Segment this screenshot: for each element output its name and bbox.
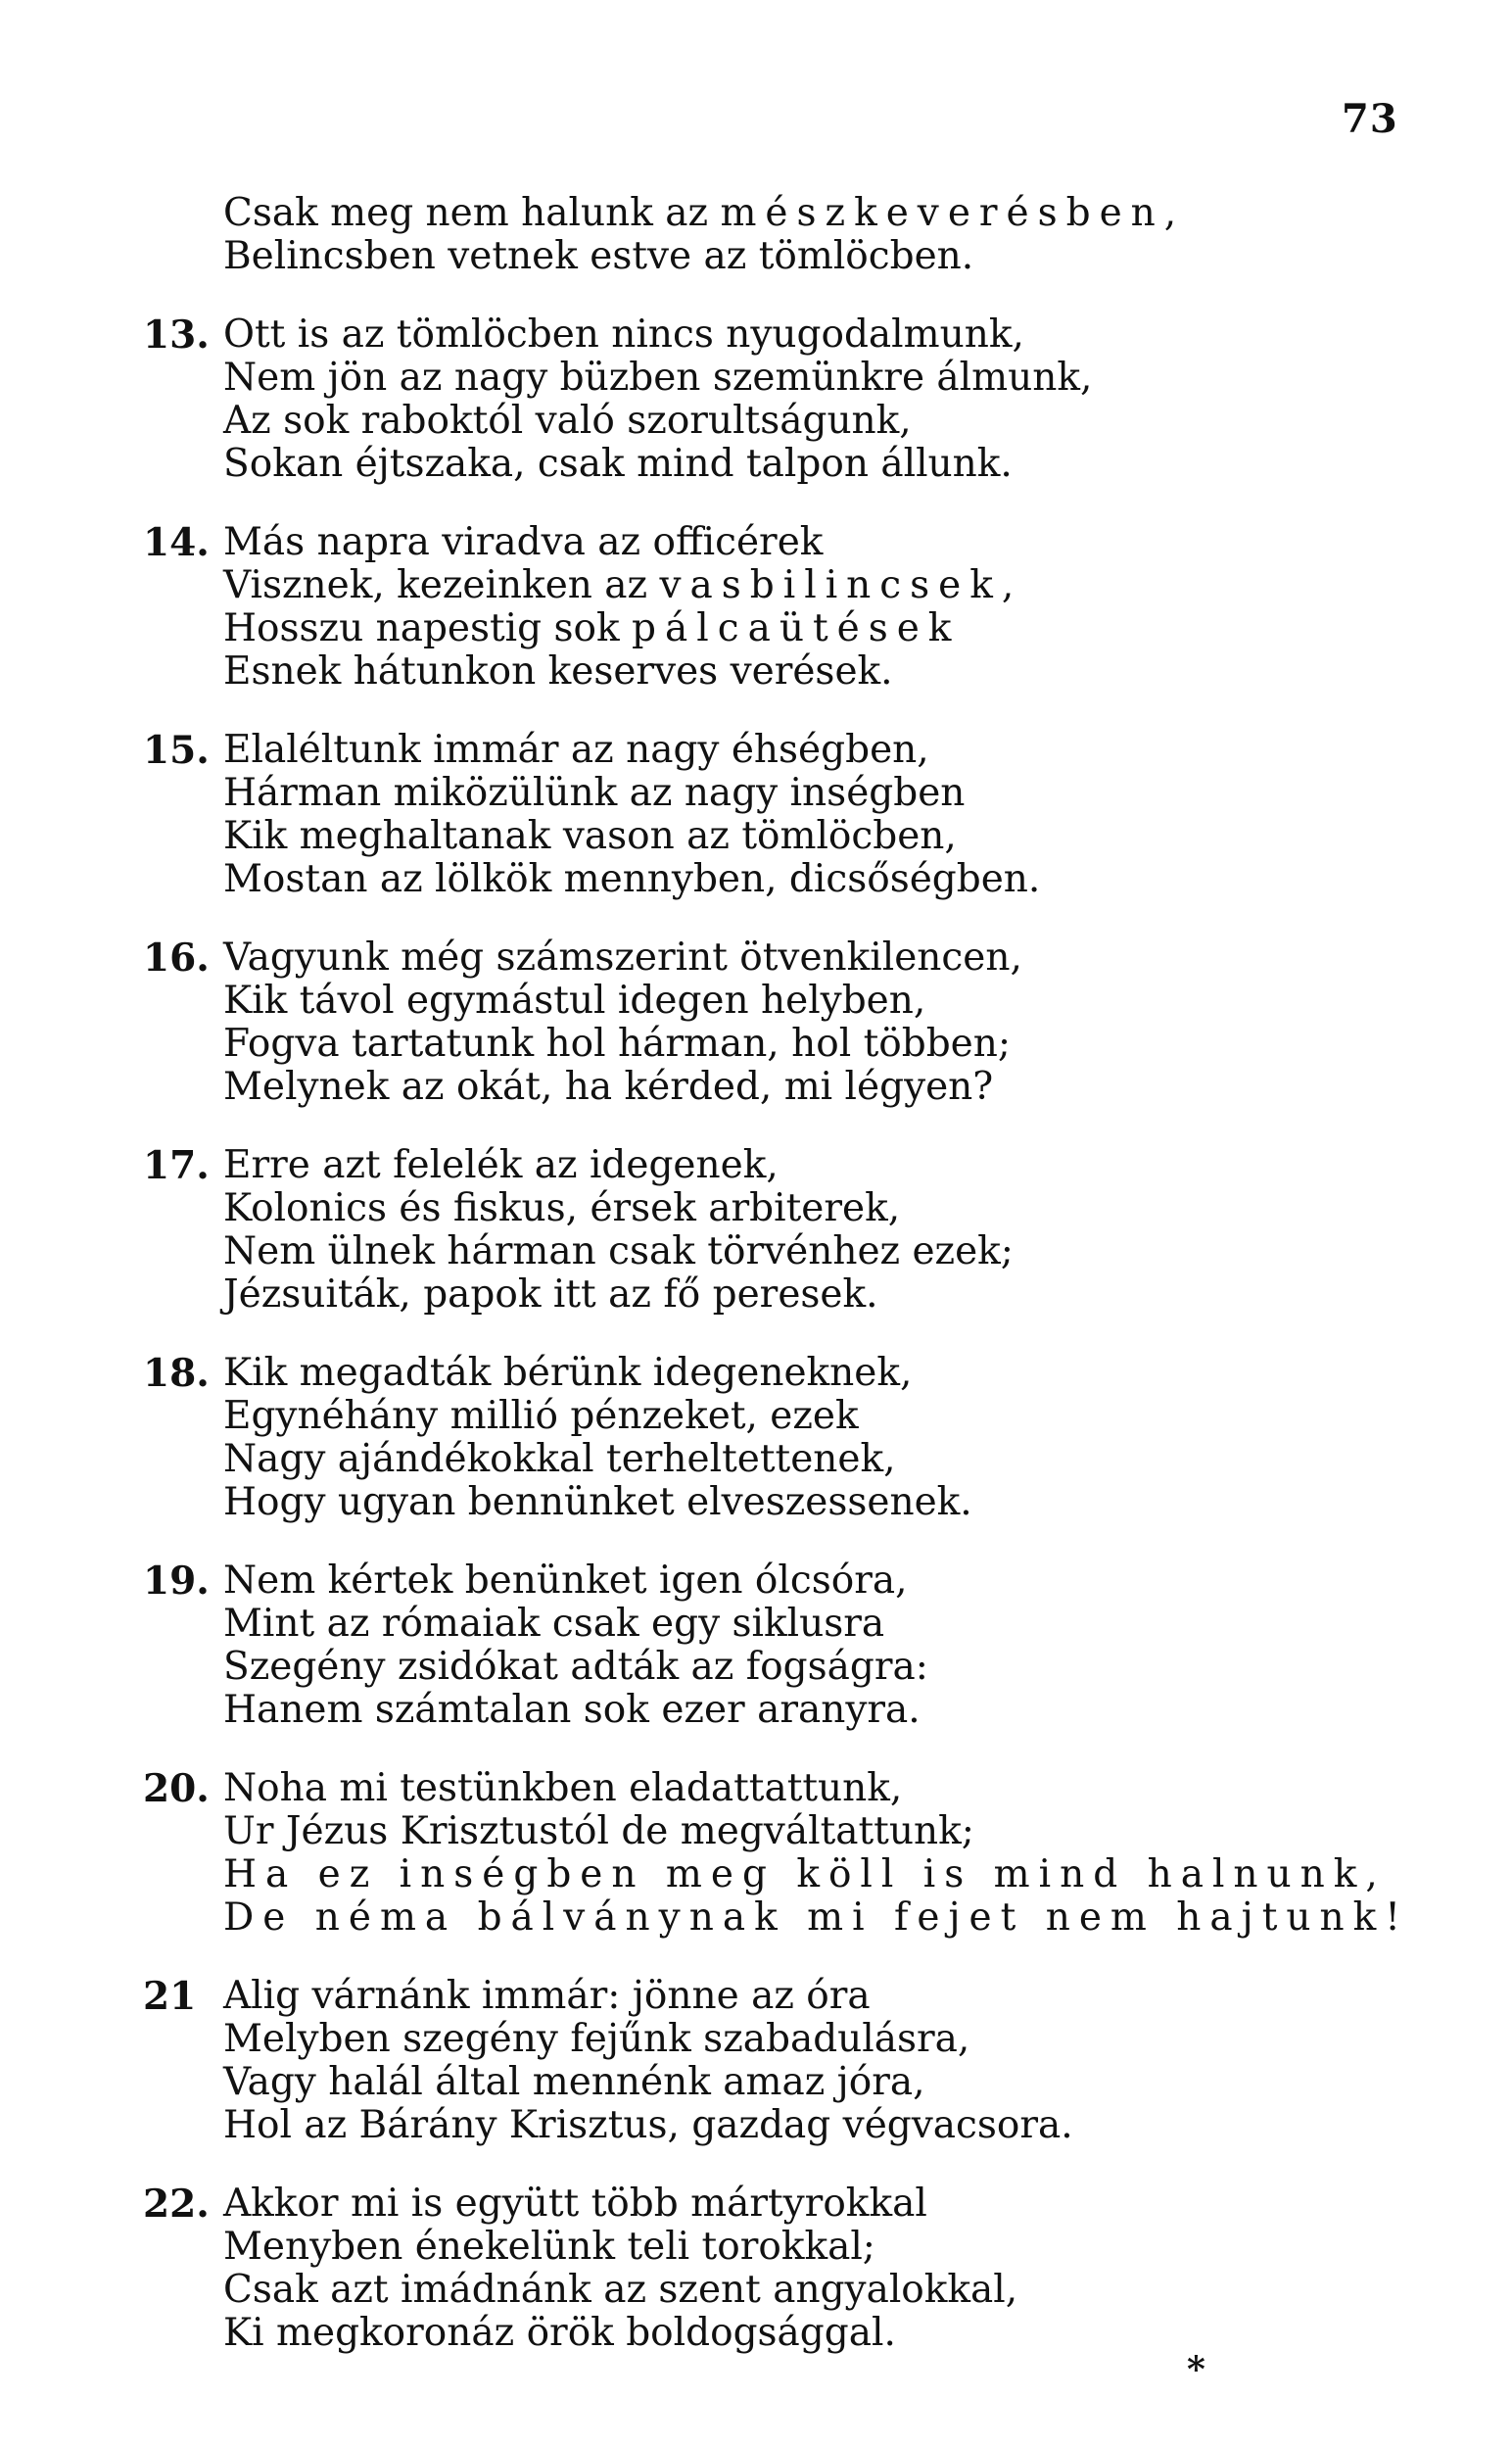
line-text: Fogva tartatunk hol hárman, hol többen; <box>223 1022 1011 1066</box>
line-text: Szegény zsidókat adták az fogságra: <box>223 1645 928 1689</box>
poem-line <box>223 2312 1416 2355</box>
poem-line <box>223 521 1416 564</box>
stanza-lines <box>223 729 1416 901</box>
stanza <box>143 1767 1416 1940</box>
poem-line <box>223 1352 1416 1395</box>
stanza-number: 15. <box>143 728 210 773</box>
poem-line <box>223 1975 1416 2018</box>
stanza <box>143 521 1416 694</box>
stanza-lines <box>223 936 1416 1109</box>
poem-line <box>223 936 1416 980</box>
poem-line <box>223 2226 1416 2269</box>
line-text: Mint az rómaiak csak egy siklusra <box>223 1602 885 1646</box>
line-text: Alig várnánk immár: jönne az óra <box>223 1974 871 2018</box>
line-text: Erre azt felelék az idegenek, <box>223 1143 779 1187</box>
poem-line <box>223 1603 1416 1646</box>
stanza-number: 21 <box>143 1974 197 2019</box>
line-text: Hogy ugyan bennünket elveszessenek. <box>223 1480 972 1524</box>
line-text: Nem jön az nagy büzben szemünkre álmunk, <box>223 356 1093 400</box>
stanza <box>143 1352 1416 1524</box>
stanza-lines <box>223 2182 1416 2355</box>
line-text: Elaléltunk immár az nagy éhségben, <box>223 728 929 772</box>
spaced-text: pálcaütések <box>632 606 961 650</box>
stanza-number: 20. <box>143 1766 210 1811</box>
line-text: Mostan az lölkök mennyben, dicsőségben. <box>223 857 1041 901</box>
line-text: Kik megadták bérünk idegeneknek, <box>223 1351 913 1395</box>
line-text: Menyben énekelünk teli torokkal; <box>223 2225 875 2269</box>
poem-line <box>223 313 1416 357</box>
poem-line <box>223 1023 1416 1066</box>
poem-line <box>223 1066 1416 1109</box>
stanza-lines <box>223 521 1416 694</box>
spaced-text: Ha ez inségben meg köll is mind halnunk, <box>223 1852 1387 1896</box>
spaced-text: vasbilincsek, <box>659 563 1023 607</box>
line-text: Sokan éjtszaka, csak mind talpon állunk. <box>223 442 1013 486</box>
spaced-text: mészkeverésben, <box>720 191 1186 235</box>
poem-line <box>223 1810 1416 1853</box>
stanza <box>143 1975 1416 2147</box>
line-text: Ur Jézus Krisztustól de megváltattunk; <box>223 1809 974 1853</box>
stanza-list <box>143 313 1416 2355</box>
line-text: Kolonics és fiskus, érsek arbiterek, <box>223 1186 901 1230</box>
poem-line <box>223 729 1416 772</box>
line-text: Csak azt imádnánk az szent angyalokkal, <box>223 2268 1018 2312</box>
poem-line <box>223 650 1416 694</box>
poem-line <box>223 1395 1416 1438</box>
line-text: Kik távol egymástul idegen helyben, <box>223 979 926 1023</box>
line-text: Hosszu napestig sok <box>223 606 633 650</box>
line-text: Hol az Bárány Krisztus, gazdag végvacsora. <box>223 2103 1073 2147</box>
stanza-number: 18. <box>143 1351 210 1396</box>
poem-line <box>223 1481 1416 1524</box>
poem-line <box>223 564 1416 607</box>
line-text: Hanem számtalan sok ezer aranyra. <box>223 1688 921 1732</box>
line-text: Egynéhány millió pénzeket, ezek <box>223 1394 859 1438</box>
poem-line <box>223 2182 1416 2226</box>
line-text: Nem ülnek hárman csak törvénhez ezek; <box>223 1229 1014 1273</box>
line-text: Hárman miközülünk az nagy inségben <box>223 771 966 815</box>
poem-line <box>223 235 1416 278</box>
stanza-lines <box>223 313 1416 486</box>
poem-line <box>223 815 1416 858</box>
poem-line <box>223 1646 1416 1689</box>
poem-line <box>223 192 1416 235</box>
stanza-lines <box>223 1352 1416 1524</box>
poem <box>143 192 1416 2355</box>
poem-line <box>223 443 1416 486</box>
poem-line <box>223 980 1416 1023</box>
poem-line <box>223 1144 1416 1187</box>
poem-line <box>223 1559 1416 1603</box>
poem-line <box>223 2269 1416 2312</box>
line-text: Ott is az tömlöcben nincs nyugodalmunk, <box>223 312 1024 357</box>
intro-stanza <box>143 192 1416 278</box>
line-text: Jézsuiták, papok itt az fő peresek. <box>223 1272 878 1317</box>
stanza-lines <box>223 1767 1416 1940</box>
footer-mark: * <box>1187 2349 1205 2390</box>
stanza <box>143 729 1416 901</box>
line-text: Vagyunk még számszerint ötvenkilencen, <box>223 935 1022 980</box>
line-text: Melynek az okát, ha kérded, mi légyen? <box>223 1065 994 1109</box>
poem-line <box>223 607 1416 650</box>
line-text: Visznek, kezeinken az <box>223 563 660 607</box>
poem-line <box>223 1767 1416 1810</box>
line-text: Csak meg nem halunk az <box>223 191 721 235</box>
line-text: Belincsben vetnek estve az tömlöcben. <box>223 234 974 278</box>
poem-line <box>223 1187 1416 1230</box>
poem-line <box>223 1273 1416 1317</box>
stanza <box>143 1144 1416 1317</box>
poem-line <box>223 2061 1416 2104</box>
stanza <box>143 1559 1416 1732</box>
page-number: 73 <box>1342 96 1398 142</box>
line-text: Nem kértek benünket igen ólcsóra, <box>223 1559 908 1603</box>
line-text: Nagy ajándékokkal terheltettenek, <box>223 1437 896 1481</box>
stanza-lines <box>223 1975 1416 2147</box>
stanza-number: 16. <box>143 935 210 981</box>
poem-line <box>223 1230 1416 1273</box>
poem-line <box>223 357 1416 400</box>
line-text: Vagy halál által mennénk amaz jóra, <box>223 2060 925 2104</box>
line-text: Más napra viradva az officérek <box>223 520 824 564</box>
stanza-lines <box>223 1144 1416 1317</box>
poem-line <box>223 858 1416 901</box>
spaced-text: De néma bálványnak mi fejet nem hajtunk! <box>223 1895 1409 1940</box>
stanza <box>143 313 1416 486</box>
line-text: Kik meghaltanak vason az tömlöcben, <box>223 814 957 858</box>
poem-line <box>223 400 1416 443</box>
line-text: Esnek hátunkon keserves verések. <box>223 649 893 694</box>
poem-line <box>223 1689 1416 1732</box>
stanza <box>143 936 1416 1109</box>
stanza-number: 14. <box>143 520 210 565</box>
poem-line <box>223 2018 1416 2061</box>
stanza-number: 19. <box>143 1559 210 1604</box>
poem-line <box>223 1896 1416 1940</box>
stanza-number: 13. <box>143 312 210 358</box>
stanza <box>143 2182 1416 2355</box>
intro-lines <box>223 192 1416 278</box>
line-text: Ki megkoronáz örök boldogsággal. <box>223 2311 896 2355</box>
line-text: Az sok raboktól való szorultságunk, <box>223 399 912 443</box>
line-text: Melyben szegény fejűnk szabadulásra, <box>223 2017 970 2061</box>
poem-line <box>223 2104 1416 2147</box>
stanza-lines <box>223 1559 1416 1732</box>
poem-line <box>223 1438 1416 1481</box>
line-text: Noha mi testünkben eladattattunk, <box>223 1766 903 1810</box>
stanza-number: 17. <box>143 1143 210 1188</box>
stanza-number: 22. <box>143 2182 210 2227</box>
poem-line <box>223 1853 1416 1896</box>
poem-line <box>223 772 1416 815</box>
line-text: Akkor mi is együtt több mártyrokkal <box>223 2182 927 2226</box>
